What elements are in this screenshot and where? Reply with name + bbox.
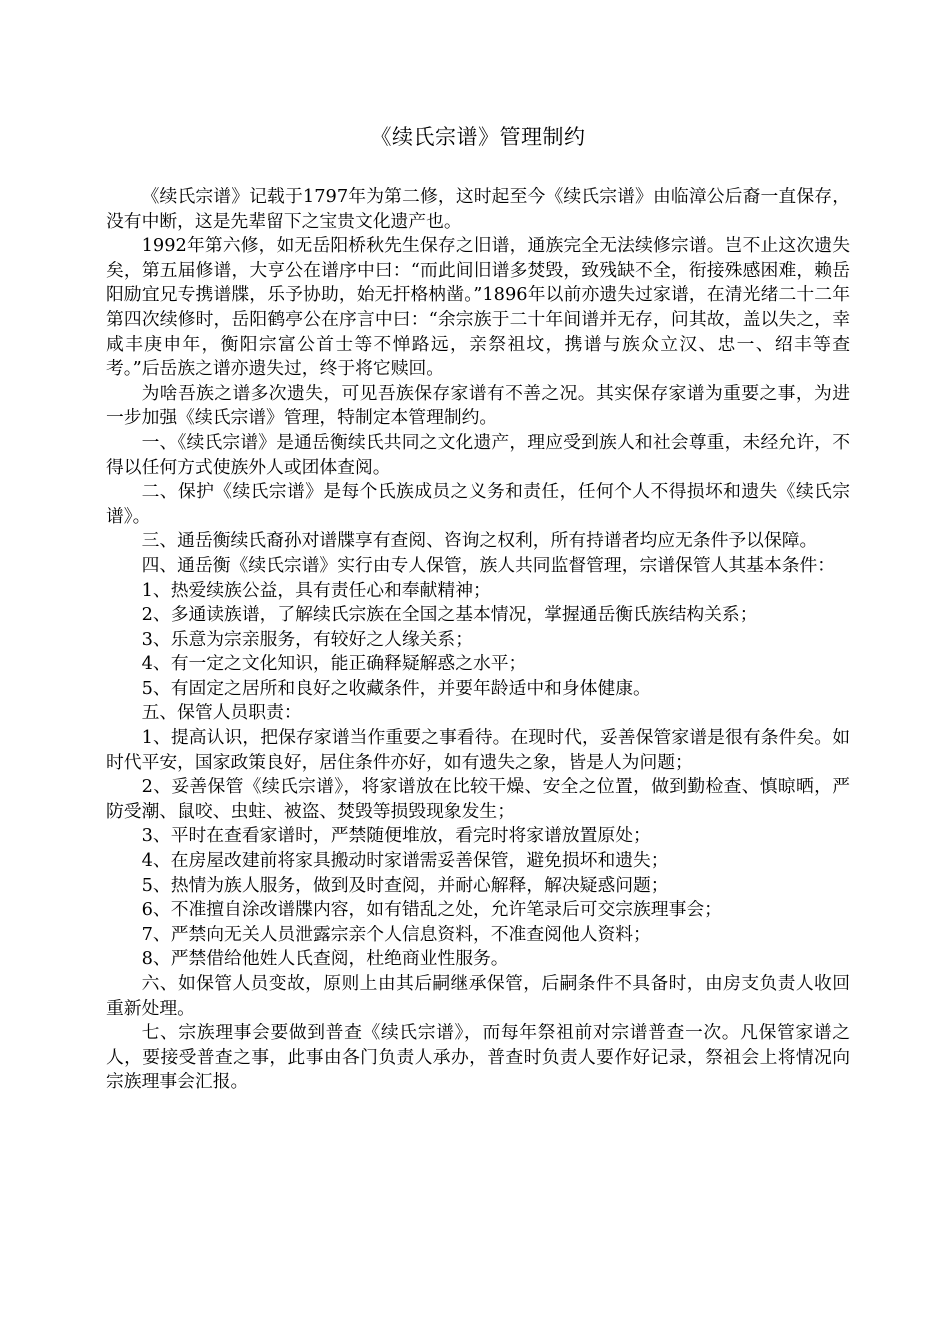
article-4: 四、通岳衡《续氏宗谱》实行由专人保管，族人共同监督管理，宗谱保管人其基本条件： — [141, 554, 836, 576]
paragraph-1: 《续氏宗谱》记载于1797年为第二修，这时起至今《续氏宗谱》由临漳公后裔一直保存，没有中断，这是先辈留下之宝贵文化遗产也。 — [106, 186, 850, 232]
duty-5: 5、热情为族人服务，做到及时查阅，并耐心解释，解决疑惑问题； — [141, 874, 669, 896]
condition-4: 4、有一定之文化知识，能正确释疑解惑之水平； — [141, 653, 527, 675]
duty-7: 7、严禁向无关人员泄露宗亲个人信息资料，不准查阅他人资料； — [141, 923, 651, 945]
condition-3: 3、乐意为宗亲服务，有较好之人缘关系； — [141, 628, 473, 650]
article-2: 二、保护《续氏宗谱》是每个氏族成员之义务和责任，任何个人不得损坏和遗失《续氏宗谱》。 — [106, 481, 850, 527]
article-1: 一、《续氏宗谱》是通岳衡续氏共同之文化遗产，理应受到族人和社会尊重，未经允许，不得以任何方式使族外人或团体查阅。 — [106, 431, 850, 478]
paragraph-3: 为啥吾族之谱多次遗失，可见吾族保存家谱有不善之况。其实保存家谱为重要之事，为进一步加强《续氏宗谱》管理，特制定本管理制约。 — [106, 382, 850, 429]
condition-5: 5、有固定之居所和良好之收藏条件，并要年龄适中和身体健康。 — [141, 677, 651, 699]
duty-8: 8、严禁借给他姓人氏查阅，杜绝商业性服务。 — [141, 948, 509, 970]
duty-4: 4、在房屋改建前将家具搬动时家谱需妥善保管，避免损坏和遗失； — [141, 850, 669, 872]
document-title: 《续氏宗谱》管理制约 — [370, 125, 586, 149]
duty-2: 2、妥善保管《续氏宗谱》，将家谱放在比较干燥、安全之位置，做到勤检查、慎晾晒，严防受潮、鼠咬、虫蛀、被盗、焚毁等损毁现象发生； — [106, 776, 850, 822]
article-7: 七、宗族理事会要做到普查《续氏宗谱》，而每年祭祖前对宗谱普查一次。凡保管家谱之人，要接受普查之事，此事由各门负责人承办，普查时负责人要作好记录，祭祖会上将情况向宗族理事会汇报。 — [106, 1022, 850, 1093]
duty-6: 6、不准擅自涂改谱牒内容，如有错乱之处，允许笔录后可交宗族理事会； — [141, 899, 722, 921]
document-body — [106, 185, 850, 1095]
duty-1: 1、提高认识，把保存家谱当作重要之事看待。在现时代，妥善保管家谱是很有条件矣。如时代平安，国家政策良好，居住条件亦好，如有遗失之象，皆是人为问题； — [106, 727, 850, 773]
article-3: 三、通岳衡续氏裔孙对谱牒享有查阅、咨询之权利，所有持谱者均应无条件予以保障。 — [141, 530, 818, 552]
article-5: 五、保管人员职责： — [141, 702, 302, 724]
condition-2: 2、多通读族谱，了解续氏宗族在全国之基本情况，掌握通岳衡氏族结构关系； — [141, 604, 758, 626]
article-6: 六、如保管人员变故，原则上由其后嗣继承保管，后嗣条件不具备时，由房支负责人收回重新处理。 — [106, 973, 850, 1019]
condition-1: 1、热爱续族公益，具有责任心和奉献精神； — [141, 579, 491, 601]
paragraph-2: 1992年第六修，如无岳阳桥秋先生保存之旧谱，通族完全无法续修宗谱。岂不止这次遗失矣，第五届修谱，大亨公在谱序中曰：“而此间旧谱多焚毁，致残缺不全，衔接殊感困难，赖岳阳励宜兄专携谱牒，乐予协助，始无扞格枘凿。”1896年以前亦遗失过家谱，在清光绪二十二年第四次续修时，岳阳鹤亭公在序言中曰：“余宗族于二十年间谱并无存，问其故，盖以失之，幸咸丰庚申年，衡阳宗富公首士等不惮路远，亲祭祖坟，携谱与族众立汉、忠一、绍丰等查考。”后岳族之谱亦遗失过，终于将它赎回。 — [106, 235, 850, 380]
duty-3: 3、平时在查看家谱时，严禁随便堆放，看完时将家谱放置原处； — [141, 825, 651, 847]
